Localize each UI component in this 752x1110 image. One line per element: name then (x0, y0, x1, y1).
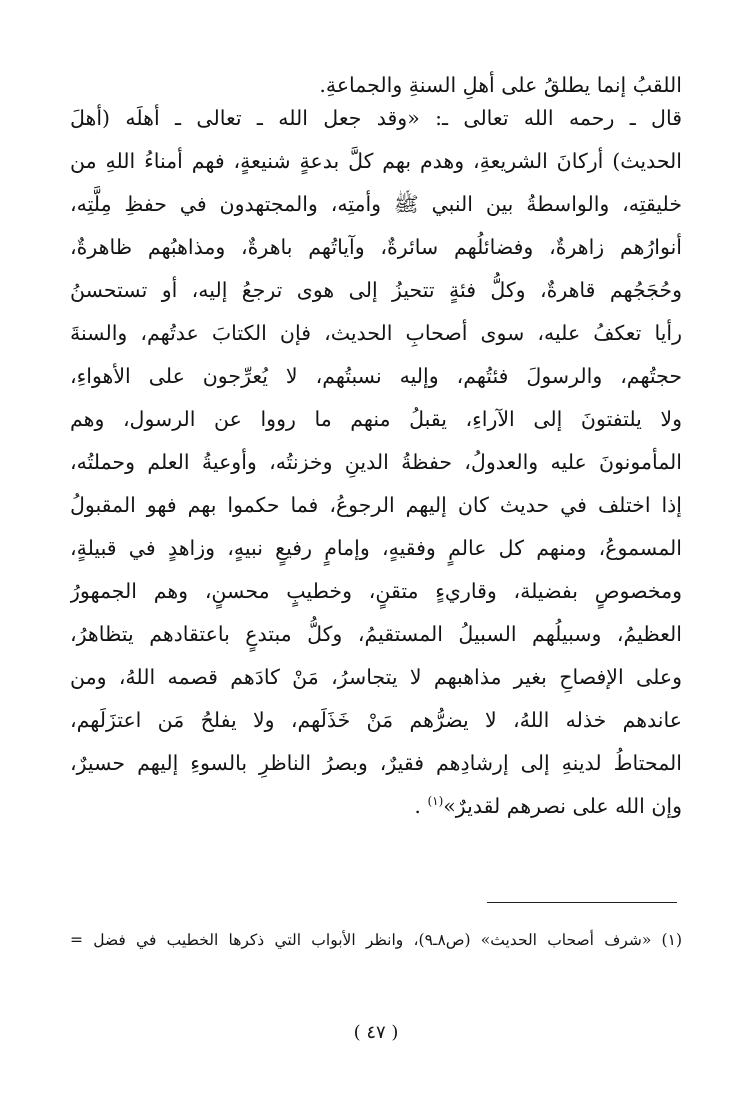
body-line: حجتُهم، والرسولَ فئتُهم، وإليه نسبتُهم، لا يُعرِّجون على الأهواءِ، (70, 364, 682, 388)
body-line: خليقتِه، والواسطةُ بين النبي ﷺ وأمتِه، والمجتهدون في حفظِ مِلَّتِه، (70, 192, 682, 216)
body-line: العظيمُ، وسبيلُهم السبيلُ المستقيمُ، وكلُّ مبتدعٍ باعتقادهم يتظاهرُ، (70, 622, 682, 646)
body-line: أنوارُهم زاهرةٌ، وفضائلُهم سائرةٌ، وآياتُهم باهرةٌ، ومذاهبُهم ظاهرةٌ، (70, 235, 682, 259)
body-line: عاندهم خذله اللهُ، لا يضرُّهم مَنْ خَذَلَهم، ولا يفلحُ مَن اعتزَلَهم، (70, 708, 682, 732)
body-line: قال ـ رحمه الله تعالى ـ: «وقد جعل الله ـ تعالى ـ أهلَه (أهلَ (70, 106, 682, 130)
footnote-text: (١) «شرف أصحاب الحديث» (ص٨ـ٩)، وانظر الأبواب التي ذكرها الخطيب في فضل = (70, 931, 682, 949)
body-line: إذا اختلف في حديث كان إليهم الرجوعُ، فما حكموا بهم فهو المقبولُ (70, 493, 682, 517)
footnote-marker[interactable]: (١) (427, 794, 444, 809)
intro-line: اللقبُ إنما يطلقُ على أهلِ السنةِ والجماعةِ. (319, 73, 682, 97)
body-last-line (70, 785, 682, 828)
body-line: ومخصوصٍ بفضيلة، وقاريءٍ متقنٍ، وخطيبٍ محسنٍ، وهم الجمهورُ (70, 579, 682, 603)
quote-paragraph (70, 97, 682, 828)
body-line: المحتاطُ لدينهِ إلى إرشادِهم فقيرٌ، وبصرُ الناظرِ بالسوءِ إليهم حسيرٌ، (70, 751, 682, 775)
footnote-separator (487, 902, 677, 903)
body-line: وعلى الإفصاحِ بغير مذاهبهم لا يتجاسرُ، مَنْ كادَهم قصمه اللهُ، ومن (70, 665, 682, 689)
sentence-end: . (414, 794, 421, 818)
body-line: الحديث) أركانَ الشريعةِ، وهدم بهم كلَّ بدعةٍ شنيعةٍ، فهم أمناءُ اللهِ من (70, 149, 682, 173)
body-line: رأيا تعكفُ عليه، سوى أصحابِ الحديث، فإن الكتابَ عدتُهم، والسنةَ (70, 321, 682, 345)
body-line: وحُجَجُهم قاهرةٌ، وكلُّ فئةٍ تتحيزُ إلى هوى ترجعُ إليه، أو تستحسنُ (70, 278, 682, 302)
body-line: المسموعُ، ومنهم كل عالمٍ وفقيهٍ، وإمامٍ رفيعٍ نبيهٍ، وزاهدٍ في قبيلةٍ، (70, 536, 682, 560)
page-number: ( ٤٧ ) (353, 1022, 399, 1043)
body-line-text: وإن الله على نصرهم لقديرٌ» (443, 794, 682, 818)
body-line: ولا يلتفتونَ إلى الآراءِ، يقبلُ منهم ما رووا عن الرسول، وهم (70, 407, 682, 431)
body-line: المأمونونَ عليه والعدولُ، حفظةُ الدينِ وخزنتُه، وأوعيةُ العلم وحملتُه، (70, 450, 682, 474)
